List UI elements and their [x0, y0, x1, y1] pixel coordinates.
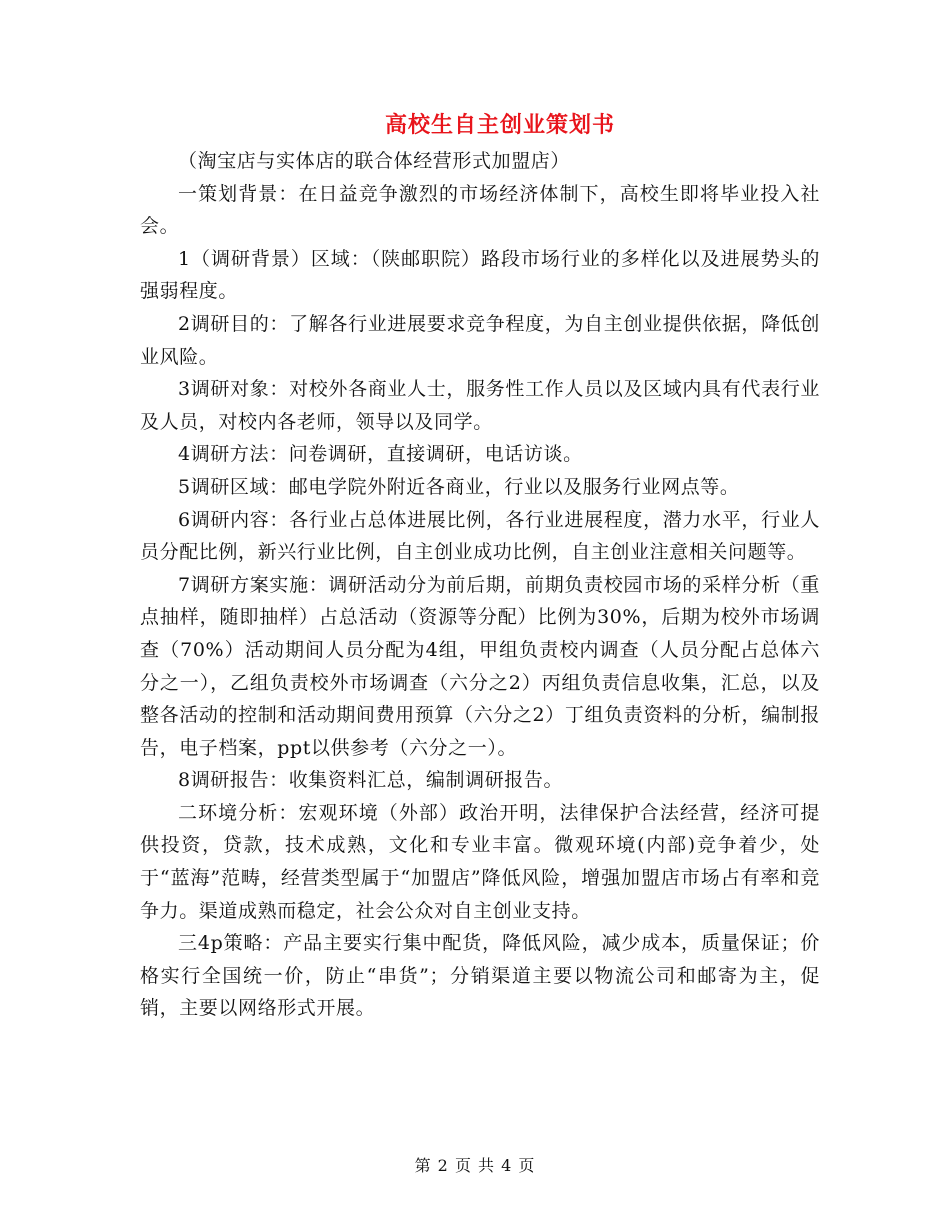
paragraph-background: 一策划背景：在日益竞争激烈的市场经济体制下，高校生即将毕业投入社会。: [140, 182, 820, 238]
paragraph-research-plan: 7调研方案实施：调研活动分为前后期，前期负责校园市场的采样分析（重点抽样，随即抽样）占总活动（资源等分配）比例为30%，后期为校外市场调查（70%）活动期间人员分配为4组，甲组负责校内调查（人员分配占总体六分之一），乙组负责校外市场调查（六分之2）丙组负责信息收集，汇总，以及整各活动的控制和活动期间费用预算（六分之2）丁组负责资料的分析，编制报告，电子档案，ppt以供参考（六分之一）。: [140, 573, 820, 759]
paragraph-4p-strategy: 三4p策略：产品主要实行集中配货，降低风险，减少成本，质量保证；价格实行全国统一价，防止“串货”；分销渠道主要以物流公司和邮寄为主，促销，主要以网络形式开展。: [140, 932, 820, 1020]
document-body: [140, 145, 820, 1025]
paragraph-research-purpose: 2调研目的：了解各行业进展要求竞争程度，为自主创业提供依据，降低创业风险。: [140, 312, 820, 368]
paragraph-research-content: 6调研内容：各行业占总体进展比例，各行业进展程度，潜力水平，行业人员分配比例，新兴行业比例，自主创业成功比例，自主创业注意相关问题等。: [140, 508, 820, 564]
subtitle-paragraph: （淘宝店与实体店的联合体经营形式加盟店）: [178, 150, 571, 172]
document-title: 高校生自主创业策划书: [384, 112, 615, 138]
page-number-footer: 第 2 页 共 4 页: [414, 1156, 536, 1175]
paragraph-research-background: 1（调研背景）区域：（陕邮职院）路段市场行业的多样化以及进展势头的强弱程度。: [140, 247, 820, 303]
paragraph-research-target: 3调研对象：对校外各商业人士，服务性工作人员以及区域内具有代表行业及人员，对校内各老师，领导以及同学。: [140, 378, 820, 433]
paragraph-research-report: 8调研报告：收集资料汇总，编制调研报告。: [178, 769, 564, 792]
paragraph-environment-analysis: 二环境分析：宏观环境（外部）政治开明，法律保护合法经营，经济可提供投资，贷款，技术成熟，文化和专业丰富。微观环境(内部)竞争着少，处于“蓝海”范畴，经营类型属于“加盟店”降低风险，增强加盟店市场占有率和竞争力。渠道成熟而稳定，社会公众对自主创业支持。: [140, 801, 820, 922]
paragraph-research-method: 4调研方法：问卷调研，直接调研，电话访谈。: [178, 443, 583, 466]
paragraph-research-area: 5调研区域：邮电学院外附近各商业，行业以及服务行业网点等。: [178, 475, 740, 498]
